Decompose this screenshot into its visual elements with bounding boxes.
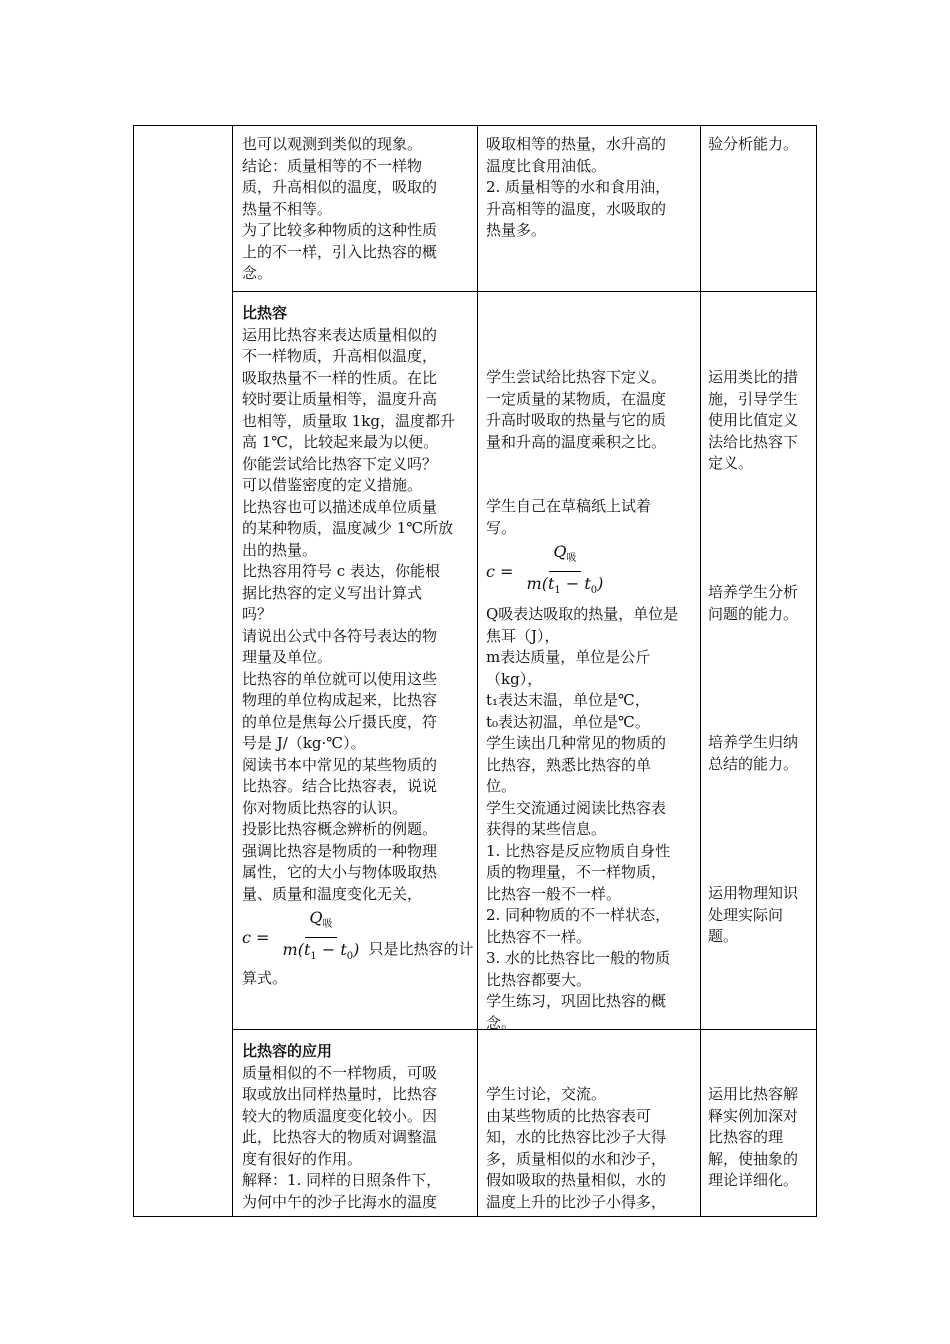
text-line: 出的热量。 <box>242 540 318 559</box>
formula-lhs: c = <box>242 927 270 947</box>
row2-intent-cell-c <box>708 732 816 775</box>
text-line: 理量及单位。 <box>242 648 333 666</box>
text-line: 热量多。 <box>486 221 547 239</box>
text-line: 也可以观测到类似的现象。 <box>242 135 423 153</box>
section-heading: 比热容 <box>242 304 288 322</box>
row1-student-cell <box>486 134 698 242</box>
text-line: 温度比食用油低。 <box>486 156 607 175</box>
column-divider <box>477 126 478 1216</box>
text-line: 解释：1. 同样的日照条件下， <box>242 1171 442 1189</box>
text-line: Q吸表达吸取的热量，单位是 <box>486 605 679 624</box>
text-line: 结论：质量相等的不一样物 <box>242 156 423 175</box>
text-line: t₀表达初温，单位是℃。 <box>486 712 650 731</box>
text-line: 焦耳（J）， <box>486 626 560 645</box>
text-line: 运用类比的措 <box>708 368 799 386</box>
text-line: 也相等，质量取 1kg，温度都升 <box>242 411 456 430</box>
text-line: 你能尝试给比热容下定义吗？ <box>242 454 438 473</box>
text-line: 解，使抽象的 <box>708 1149 799 1168</box>
row2-intent-cell-a <box>708 367 816 475</box>
text-line: 一定质量的某物质，在温度 <box>486 389 667 408</box>
text-line: 使用比值定义 <box>708 411 799 429</box>
row2-intent-cell-b <box>708 582 816 625</box>
text-line: 吸取热量不一样的性质。在比 <box>242 368 438 387</box>
text-line: 上的不一样，引入比热容的概 <box>242 242 438 261</box>
text-line: 质量相似的不一样物质，可吸 <box>242 1063 438 1082</box>
text-line: 属性，它的大小与物体吸取热 <box>242 863 438 881</box>
formula-suffix: 只是比热容的计 <box>368 940 474 959</box>
text-line: 此，比热容大的物质对调整温 <box>242 1128 438 1146</box>
text-line: 验分析能力。 <box>708 135 799 153</box>
text-line: 质，升高相似的温度，吸取的 <box>242 178 438 196</box>
text-line: 3. 水的比热容比一般的物质 <box>486 949 671 968</box>
text-line: 量和升高的温度乘积之比。 <box>486 432 667 451</box>
text-line: 质的物理量，不一样物质， <box>486 863 667 882</box>
row3-student-cell <box>486 1084 698 1213</box>
text-line: t₁表达末温，单位是℃， <box>486 691 650 710</box>
formula-fraction: $\frac{Q_吸}{m(t_1 - t_0)}$ <box>282 908 360 963</box>
text-line: 量、质量和温度变化无关， <box>242 884 423 903</box>
text-line: 题。 <box>708 927 739 945</box>
row1-teacher-cell <box>242 134 474 285</box>
text-line: 学生尝试给比热容下定义。 <box>486 368 667 386</box>
text-line: m表达质量，单位是公斤 <box>486 648 651 667</box>
text-line: 可以借鉴密度的定义措施。 <box>242 476 423 494</box>
text-line: 运用物理知识 <box>708 884 799 902</box>
text-line: 2. 质量相等的水和食用油， <box>486 178 671 196</box>
text-line: 处理实际问 <box>708 905 784 924</box>
text-line: 学生自己在草稿纸上试着 <box>486 497 652 515</box>
column-divider <box>232 126 233 1216</box>
text-line: 较时要让质量相等，温度升高 <box>242 390 438 408</box>
text-line: 多，质量相似的水和沙子， <box>486 1149 667 1168</box>
row2-teacher-cell <box>242 303 474 990</box>
text-line: 为何中午的沙子比海水的温度 <box>242 1192 438 1211</box>
text-line: 学生交流通过阅读比热容表 <box>486 798 667 817</box>
text-line: 学生读出几种常见的物质的 <box>486 734 667 753</box>
text-line: 比热容不一样。 <box>486 927 592 946</box>
text-line: 你对物质比热容的认识。 <box>242 798 408 817</box>
text-line: 吗？ <box>242 605 273 623</box>
text-line: 请说出公式中各符号表达的物 <box>242 626 438 645</box>
text-line: 知，水的比热容比沙子大得 <box>486 1128 667 1146</box>
row1-intent-cell <box>708 134 816 156</box>
text-line: 度有很好的作用。 <box>242 1149 363 1168</box>
text-line: 据比热容的定义写出计算式 <box>242 583 423 602</box>
text-line: 取或放出同样热量时，比热容 <box>242 1085 438 1103</box>
text-line: 强调比热容是物质的一种物理 <box>242 841 438 860</box>
text-line: 学生讨论，交流。 <box>486 1085 607 1103</box>
text-line: 比热容一般不一样。 <box>486 884 622 903</box>
text-line: 比热容的单位就可以使用这些 <box>242 669 438 688</box>
row2-student-cell-a <box>486 367 698 453</box>
row2-student-cell-b <box>486 496 698 1034</box>
text-line: 念。 <box>242 264 273 282</box>
text-line: 比热容也可以描述成单位质量 <box>242 497 438 516</box>
text-line: 较大的物质温度变化较小。因 <box>242 1106 438 1125</box>
lesson-plan-table <box>133 125 817 1217</box>
text-line: 阅读书本中常见的某些物质的 <box>242 755 438 774</box>
text-line: 总结的能力。 <box>708 754 799 773</box>
text-line: 培养学生归纳 <box>708 733 799 751</box>
text-line: 获得的某些信息。 <box>486 820 607 839</box>
text-line: 释实例加深对 <box>708 1106 799 1125</box>
text-line: 升高相等的温度，水吸取的 <box>486 199 667 218</box>
text-line: 由某些物质的比热容表可 <box>486 1106 652 1125</box>
column-divider <box>700 126 701 1216</box>
specific-heat-formula <box>242 907 474 968</box>
text-line: 高 1℃，比较起来最为以便。 <box>242 433 439 451</box>
text-line: 比热容。结合比热容表，说说 <box>242 777 438 795</box>
text-line: 假如吸取的热量相似，水的 <box>486 1171 667 1189</box>
text-line: 比热容用符号 c 表达，你能根 <box>242 562 440 580</box>
text-line: 运用比热容解 <box>708 1085 799 1103</box>
text-line: 比热容的理 <box>708 1128 784 1146</box>
text-line: 问题的能力。 <box>708 604 799 623</box>
text-line: 理论详细化。 <box>708 1171 799 1189</box>
text-line: 的单位是焦每公斤摄氏度，符 <box>242 712 438 731</box>
student-formula: c = $\frac{Q_吸}{m(t_1 - t_0)}$ <box>486 542 604 597</box>
text-line: 施，引导学生 <box>708 389 799 408</box>
text-line: 的某种物质，温度减少 1℃所放 <box>242 519 454 537</box>
text-line: 比热容，熟悉比热容的单 <box>486 755 652 774</box>
text-line: 定义。 <box>708 454 754 472</box>
text-line: 为了比较多种物质的这种性质 <box>242 221 438 239</box>
text-line: 写。 <box>486 518 517 537</box>
text-line: 吸取相等的热量，水升高的 <box>486 135 667 153</box>
text-line: 热量不相等。 <box>242 199 333 218</box>
text-line: 培养学生分析 <box>708 583 799 601</box>
text-line: 不一样物质，升高相似温度， <box>242 347 438 365</box>
text-line: 2. 同种物质的不一样状态， <box>486 906 671 925</box>
row3-teacher-cell <box>242 1041 474 1213</box>
section-heading: 比热容的应用 <box>242 1042 333 1060</box>
text-line: 投影比热容概念辨析的例题。 <box>242 820 438 838</box>
text-line: 法给比热容下 <box>708 432 799 451</box>
row-divider <box>232 291 816 292</box>
text-line: 物理的单位构成起来，比热容 <box>242 691 438 709</box>
text-line: 比热容都要大。 <box>486 970 592 989</box>
text-line: 升高时吸取的热量与它的质 <box>486 411 667 429</box>
text-line: 号是 J/（kg·℃）。 <box>242 734 366 752</box>
text-line: 位。 <box>486 777 517 796</box>
row2-intent-cell-d <box>708 883 816 948</box>
text-line: 1. 比热容是反应物质自身性 <box>486 841 671 860</box>
row3-intent-cell <box>708 1084 816 1192</box>
text-line: （kg）， <box>486 669 543 688</box>
text-line: 算式。 <box>242 969 288 988</box>
text-line: 念。 <box>486 1013 517 1032</box>
text-line: 运用比热容来表达质量相似的 <box>242 325 438 344</box>
text-line: 学生练习，巩固比热容的概 <box>486 992 667 1011</box>
text-line: 温度上升的比沙子小得多， <box>486 1192 667 1211</box>
